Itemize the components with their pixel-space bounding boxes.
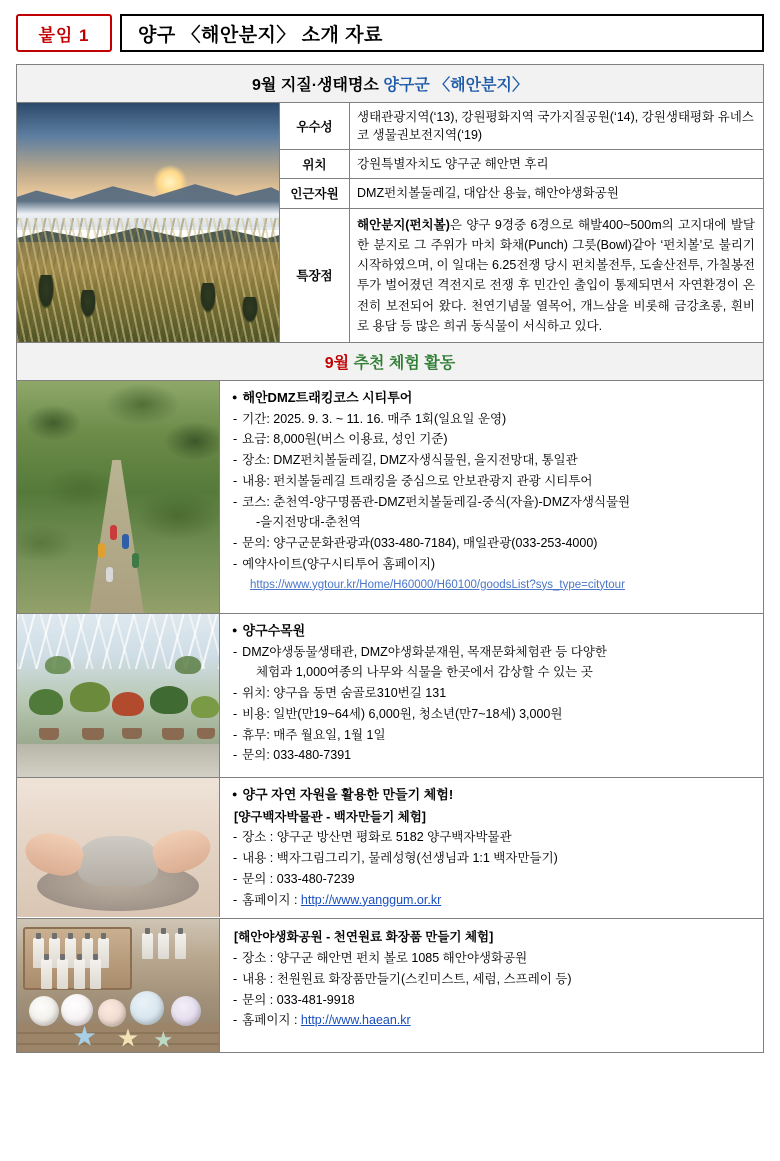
- activity-text: [220, 381, 763, 613]
- activities-band-prefix: 9월: [324, 355, 354, 372]
- table-row: [280, 103, 763, 150]
- activity-line: - 요금: 8,000원(버스 이용료, 성인 기준): [230, 430, 755, 450]
- haean-homepage-link[interactable]: http://www.haean.kr: [300, 1013, 411, 1028]
- table-row-feature: [280, 209, 763, 343]
- row-label: 인근자원: [280, 179, 350, 207]
- activity-text: [220, 614, 763, 777]
- activities-band-highlight: 추천 체험 활동: [353, 355, 456, 372]
- activity-title: ● 양구 자연 자원을 활용한 만들기 체험!: [230, 785, 755, 806]
- activity-line: - DMZ야생동물생태관, DMZ야생화분재원, 목재문화체험관 등 다양한: [230, 643, 755, 663]
- activity-line: [230, 891, 755, 911]
- activity-line: - 문의: 양구군문화관광과(033-480-7184), 매일관광(033-253-4000): [230, 534, 755, 554]
- activity-row: [17, 614, 763, 778]
- activity-line: - 장소 : 양구군 방산면 평화로 5182 양구백자박물관: [230, 828, 755, 848]
- activity-line-cont: -을지전망대-춘천역: [256, 515, 361, 530]
- activity-line: - 내용 : 백자그림그리기, 물레성형(선생님과 1:1 백자만들기): [230, 849, 755, 869]
- activity-subhead: [양구백자박물관 - 백자만들기 체험]: [234, 809, 426, 824]
- activity-line: - 내용 : 천원원료 화장품만들기(스킨미스트, 세럼, 스프레이 등): [230, 970, 755, 990]
- yanggum-homepage-link[interactable]: http://www.yanggum.or.kr: [300, 892, 442, 907]
- haean-basin-photo: [17, 103, 280, 342]
- table-row: [280, 179, 763, 208]
- intro-section: [17, 103, 763, 343]
- row-value: [350, 209, 763, 343]
- row-label: 특장점: [280, 209, 350, 343]
- activity-line: - 장소: DMZ펀치볼둘레길, DMZ자생식물원, 을지전망대, 통일관: [230, 451, 755, 471]
- homepage-label: 홈페이지 :: [242, 1013, 301, 1028]
- page-title: 양구 〈해안분지〉 소개 자료: [120, 14, 764, 52]
- intro-band-prefix: 9월 지질·생태명소: [252, 77, 384, 94]
- intro-band: [17, 65, 763, 103]
- activity-line: - 장소 : 양구군 해안면 펀치 볼로 1085 해안야생화공원: [230, 949, 755, 969]
- activity-title: ● 양구수목원: [230, 621, 755, 642]
- activity-line: [230, 1011, 755, 1031]
- row-value: 강원특별자치도 양구군 해안면 후리: [357, 157, 549, 172]
- activity-line: - 비용: 일반(만19~64세) 6,000원, 청소년(만7~18세) 3,000원: [230, 705, 755, 725]
- row-label: 위치: [280, 150, 350, 178]
- activity-text: [220, 919, 763, 1052]
- activity-line: - 문의: 033-480-7391: [230, 746, 755, 766]
- homepage-label: 홈페이지 :: [242, 892, 301, 907]
- row-value: 생태관광지역(‘13), 강원평화지역 국가지질공원(‘14), 강원생태평화 유네스코 생물권보전지역(‘19): [357, 110, 754, 143]
- dmz-trekking-photo: [17, 381, 220, 613]
- content-frame: [16, 64, 764, 1053]
- activity-line: - 내용: 펀치볼둘레길 트래킹을 중심으로 안보관광지 관광 시티투어: [230, 472, 755, 492]
- activity-subhead: [해안야생화공원 - 천연원료 화장품 만들기 체험]: [234, 930, 494, 945]
- activity-line-cont: 체험과 1,000여종의 나무와 식물을 한곳에서 감상할 수 있는 곳: [256, 665, 593, 680]
- activity-line: - 예약사이트(양구시티투어 홈페이지): [230, 555, 755, 575]
- activity-text: [220, 778, 763, 918]
- row-label: 우수성: [280, 103, 350, 149]
- activity-title: ● 해안DMZ트래킹코스 시티투어: [230, 388, 755, 409]
- row-value: DMZ펀치볼둘레길, 대암산 용늪, 해안야생화공원: [357, 186, 619, 201]
- activities-band: [17, 343, 763, 381]
- cosmetics-photo: [17, 919, 220, 1052]
- arboretum-photo: [17, 614, 220, 777]
- activity-row: [17, 919, 763, 1052]
- activity-line: - 기간: 2025. 9. 3. ~ 11. 16. 매주 1회(일요일 운영): [230, 410, 755, 430]
- activity-line: - 문의 : 033-481-9918: [230, 991, 755, 1011]
- table-row: [280, 150, 763, 179]
- intro-band-highlight: 양구군 〈해안분지〉: [383, 77, 528, 94]
- pottery-photo: [17, 778, 220, 917]
- activity-line: - 코스: 춘천역-양구명품관-DMZ펀치볼둘레길-중식(자율)-DMZ자생식물원: [230, 493, 755, 513]
- activity-line: - 문의 : 033-480-7239: [230, 870, 755, 890]
- feature-lead: 해안분지(펀치볼): [357, 217, 450, 232]
- attachment-badge: 붙임 1: [16, 14, 112, 52]
- activity-row: [17, 381, 763, 614]
- document-header: [16, 14, 764, 52]
- activity-line: - 위치: 양구읍 동면 숨골로310번길 131: [230, 684, 755, 704]
- citytour-reservation-link[interactable]: https://www.ygtour.kr/Home/H60000/H60100/goodsList?sys_type=citytour: [250, 578, 625, 591]
- intro-info-table: [280, 103, 763, 342]
- activity-row: [17, 778, 763, 919]
- feature-text: 은 양구 9경중 6경으로 해발400~500m의 고지대에 발달한 분지로 그 주위가 마치 화채(Punch) 그릇(Bowl)같아 ‘펀치볼’로 불리기 시작하였으며, 이 일대는 6.25전쟁 당시 펀치볼전투, 도솔산전투, 가칠봉전투가 벌어졌던 격전지로 전쟁 후 민간인 출입이 통제되면서 자연환경이 온전히 보전되어 왔다. 천연기념물 열목어, 개느삼을 비롯해 금강초롱, 흰비로 용담 등 많은 희귀 동식물이 서식하고 있다.: [357, 217, 755, 333]
- activity-line: - 휴무: 매주 월요일, 1월 1일: [230, 726, 755, 746]
